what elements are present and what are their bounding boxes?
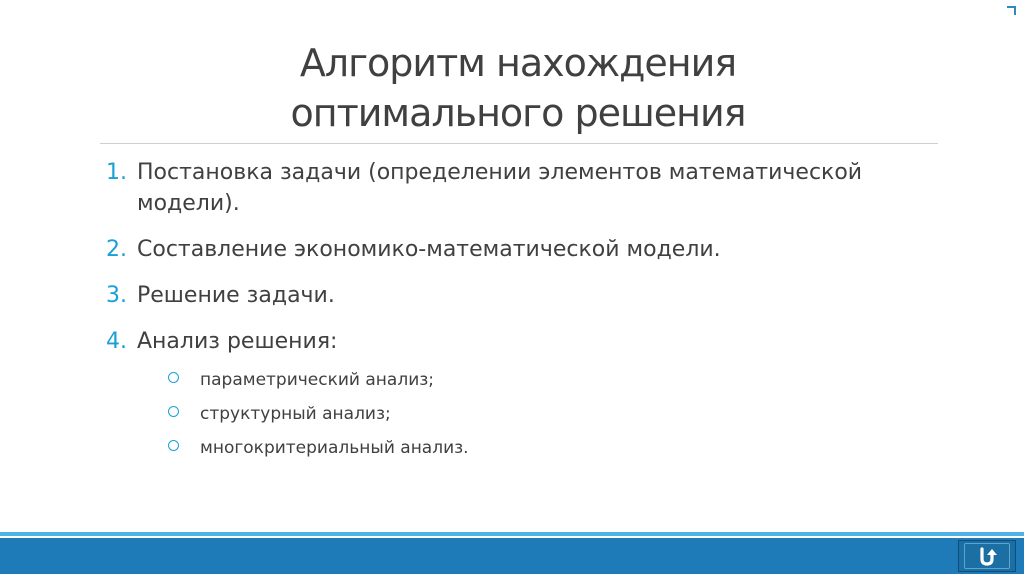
sublist-item-2 <box>137 397 946 431</box>
sublist <box>137 363 946 465</box>
return-arrow-icon <box>974 545 1000 567</box>
title-line-1: Алгоритм нахождения <box>299 41 737 85</box>
list-number: 4. <box>106 329 127 354</box>
sublist-item-text: параметрический анализ; <box>200 370 435 390</box>
title-line-2: оптимального решения <box>290 91 746 135</box>
list-number: 1. <box>106 160 127 185</box>
list-item-3 <box>106 280 946 311</box>
list-item-2 <box>106 234 946 265</box>
slide-title <box>100 38 936 138</box>
circle-bullet-icon <box>168 372 179 383</box>
footer-accent-line <box>0 532 1024 536</box>
return-button[interactable] <box>958 540 1016 572</box>
corner-frame-decoration <box>1007 6 1016 15</box>
sublist-item-1 <box>137 363 946 397</box>
footer-bar <box>0 538 1024 574</box>
sublist-item-text: многокритериальный анализ. <box>200 438 469 458</box>
return-button-frame <box>964 543 1010 569</box>
list-number: 2. <box>106 237 127 262</box>
list-item-text: Постановка задачи (определении элементов математической модели). <box>137 160 863 216</box>
title-divider <box>100 143 938 144</box>
list-item-4 <box>106 326 946 465</box>
list-item-text: Решение задачи. <box>137 283 335 308</box>
list-item-text: Анализ решения: <box>137 329 338 354</box>
sublist-item-3 <box>137 431 946 465</box>
slide-content <box>106 157 946 480</box>
circle-bullet-icon <box>168 406 179 417</box>
sublist-item-text: структурный анализ; <box>200 404 391 424</box>
list-number: 3. <box>106 283 127 308</box>
circle-bullet-icon <box>168 440 179 451</box>
list-item-1 <box>106 157 946 219</box>
list-item-text: Составление экономико-математической модели. <box>137 237 721 262</box>
